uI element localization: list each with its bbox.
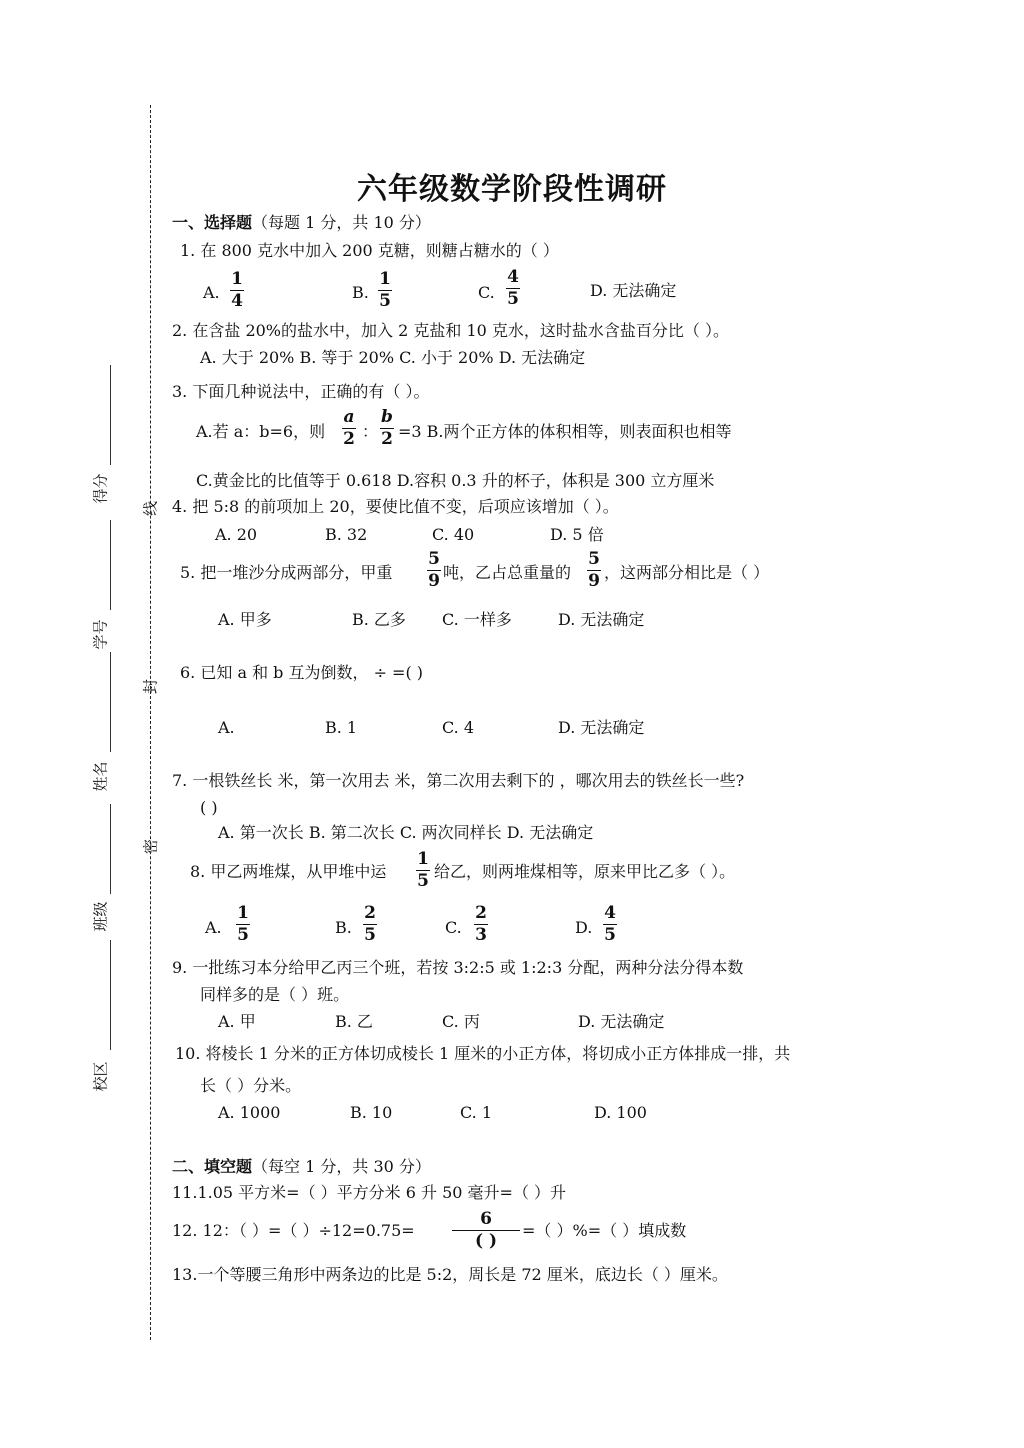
q5-option-d: D. 无法确定 xyxy=(558,610,645,629)
q7-options: A. 第一次长 B. 第二次长 C. 两次同样长 D. 无法确定 xyxy=(218,823,594,842)
q5-option-a: A. 甲多 xyxy=(218,610,272,629)
q6-option-d: D. 无法确定 xyxy=(558,718,645,737)
q3-fraction-b: b 2 xyxy=(381,407,393,449)
q6-option-a: A. xyxy=(218,718,235,737)
q2-options: A. 大于 20% B. 等于 20% C. 小于 20% D. 无法确定 xyxy=(200,348,586,367)
seal-xian: 线 xyxy=(141,501,160,517)
q1-fraction-c: 4 5 xyxy=(507,267,519,309)
q9-option-b: B. 乙 xyxy=(335,1012,373,1031)
question-7-answer: ( ) xyxy=(200,798,218,817)
question-9-line2: 同样多的是（ ）班。 xyxy=(200,985,350,1004)
question-1: 1. 在 800 克水中加入 200 克糖，则糖占糖水的（ ） xyxy=(180,241,559,260)
question-3: 3. 下面几种说法中，正确的有（ ）。 xyxy=(172,382,430,401)
q3-fraction-a: a 2 xyxy=(343,407,355,449)
q1-option-a: A. xyxy=(203,283,220,302)
q4-option-d: D. 5 倍 xyxy=(550,525,604,544)
seal-mi: 密 xyxy=(141,839,160,855)
q10-option-d: D. 100 xyxy=(594,1103,647,1122)
q9-option-d: D. 无法确定 xyxy=(578,1012,665,1031)
question-10-line2: 长（ ）分米。 xyxy=(200,1076,302,1095)
binding-line xyxy=(150,105,151,1340)
question-5-part1: 5. 把一堆沙分成两部分，甲重 xyxy=(180,563,393,582)
q1-option-b: B. xyxy=(352,283,369,302)
question-7: 7. 一根铁丝长 米，第一次用去 米，第二次用去剩下的 ，哪次用去的铁丝长一些? xyxy=(172,771,745,790)
q8-fraction-d: 4 5 xyxy=(604,903,616,945)
class-field[interactable] xyxy=(110,804,111,894)
question-8-part2: 给乙，则两堆煤相等，原来甲比乙多（ ）。 xyxy=(434,862,736,881)
q8-option-c: C. xyxy=(445,918,462,937)
q1-fraction-b: 1 5 xyxy=(379,269,391,311)
section-1-header: 一、选择题（每题 1 分，共 10 分） xyxy=(172,213,431,232)
q8-fraction-a: 1 5 xyxy=(237,903,249,945)
question-10: 10. 将棱长 1 分米的正方体切成棱长 1 厘米的小正方体，将切成小正方体排成一排，共 xyxy=(175,1044,791,1063)
q1-option-c: C. xyxy=(478,283,495,302)
question-5-part3: ，这两部分相比是（ ） xyxy=(604,563,770,582)
section-2-header: 二、填空题（每空 1 分，共 30 分） xyxy=(172,1157,431,1176)
q5-fraction-1: 5 9 xyxy=(428,549,440,591)
q4-option-a: A. 20 xyxy=(215,525,258,544)
q3-option-a-part1: A.若 a：b=6，则 xyxy=(196,422,326,441)
question-6: 6. 已知 a 和 b 互为倒数， ÷ =( ) xyxy=(180,663,424,682)
question-5-part2: 吨，乙占总重量的 xyxy=(443,563,572,582)
question-9: 9. 一批练习本分给甲乙丙三个班，若按 3:2:5 或 1:2:3 分配，两种分法分得本数 xyxy=(172,958,744,977)
q10-option-c: C. 1 xyxy=(460,1103,493,1122)
q3-option-a-part3: =3 B.两个正方体的体积相等，则表面积也相等 xyxy=(398,422,732,441)
label-campus: 校区 xyxy=(91,1061,110,1092)
q4-option-c: C. 40 xyxy=(432,525,475,544)
q5-option-b: B. 乙多 xyxy=(352,610,406,629)
question-4: 4. 把 5:8 的前项加上 20，要使比值不变，后项应该增加（ ）。 xyxy=(172,497,619,516)
q8-option-d: D. xyxy=(575,918,593,937)
q9-option-c: C. 丙 xyxy=(442,1012,480,1031)
q3-option-a-part2: ： xyxy=(362,422,379,441)
q9-option-a: A. 甲 xyxy=(218,1012,256,1031)
page-title: 六年级数学阶段性调研 xyxy=(357,172,667,207)
question-13: 13.一个等腰三角形中两条边的比是 5:2，周长是 72 厘米，底边长（ ）厘米。 xyxy=(172,1265,728,1284)
q8-fraction-b: 2 5 xyxy=(364,903,376,945)
question-2: 2. 在含盐 20%的盐水中，加入 2 克盐和 10 克水，这时盐水含盐百分比（ ）。 xyxy=(172,321,729,340)
q8-option-a: A. xyxy=(205,918,222,937)
q12-fraction: 6 ( ) xyxy=(452,1210,520,1251)
q6-option-b: B. 1 xyxy=(325,718,358,737)
q10-option-b: B. 10 xyxy=(350,1103,393,1122)
q10-option-a: A. 1000 xyxy=(218,1103,281,1122)
question-8-part1: 8. 甲乙两堆煤，从甲堆中运 xyxy=(190,862,387,881)
q4-option-b: B. 32 xyxy=(325,525,368,544)
q8-option-b: B. xyxy=(335,918,352,937)
name-field[interactable] xyxy=(110,652,111,752)
label-class: 班级 xyxy=(91,901,110,932)
score-field[interactable] xyxy=(110,365,111,465)
question-12-part1: 12. 12：（ ）=（ ）÷12=0.75= xyxy=(172,1221,415,1240)
label-student-id: 学号 xyxy=(91,619,110,650)
seal-feng: 封 xyxy=(141,679,160,695)
q1-option-d: D. 无法确定 xyxy=(590,281,677,300)
question-11: 11.1.05 平方米=（ ）平方分米 6 升 50 毫升=（ ）升 xyxy=(172,1183,567,1202)
q6-option-c: C. 4 xyxy=(442,718,475,737)
q1-fraction-a: 1 4 xyxy=(231,269,243,311)
q5-fraction-2: 5 9 xyxy=(588,549,600,591)
q5-option-c: C. 一样多 xyxy=(442,610,512,629)
q8-fraction: 1 5 xyxy=(417,849,429,891)
label-score: 得分 xyxy=(91,473,110,504)
question-12-part2: =（ ）%=（ ）填成数 xyxy=(522,1221,687,1240)
q3-option-c: C.黄金比的比值等于 0.618 D.容积 0.3 升的杯子，体积是 300 立方厘米 xyxy=(196,471,715,490)
student-id-field[interactable] xyxy=(110,520,111,610)
label-name: 姓名 xyxy=(91,761,110,792)
campus-field[interactable] xyxy=(110,940,111,1050)
q8-fraction-c: 2 3 xyxy=(475,903,487,945)
